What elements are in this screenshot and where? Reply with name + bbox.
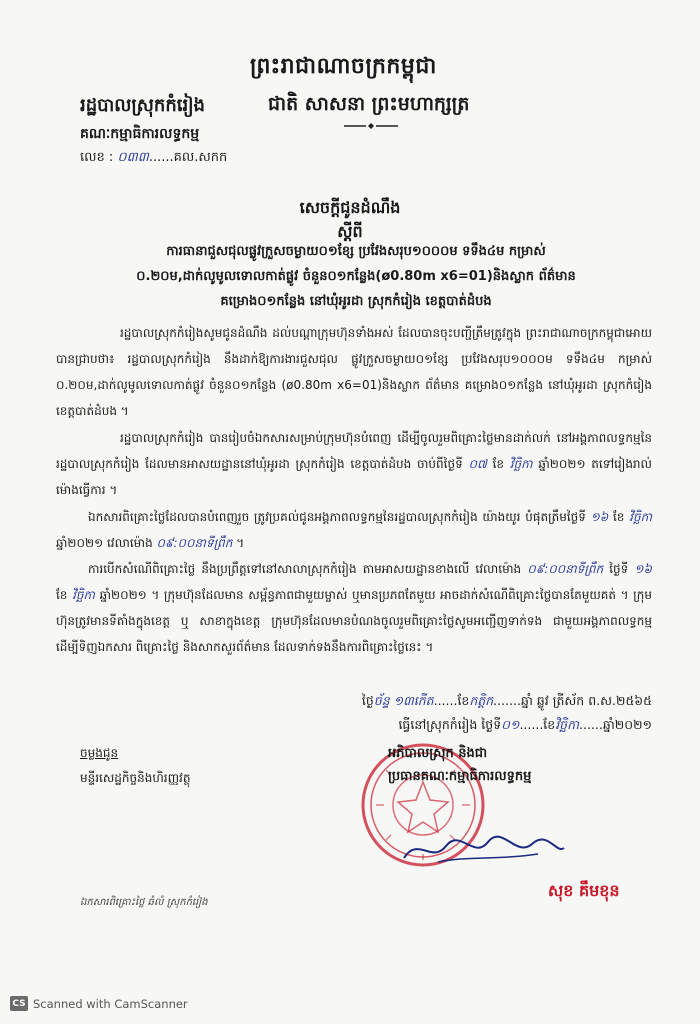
ornament-divider-icon [344,122,398,130]
para2-month: វិច្ឆិកា [509,457,533,471]
lunar-date [362,693,652,712]
paragraph-deadline [56,504,652,556]
para3-day: ១៦ [590,510,609,524]
lunar-text-a: ថ្ងៃ [361,693,374,708]
reference-number [80,149,227,168]
camscanner-logo-icon: CS [10,996,28,1011]
signatory-title-2: ប្រធានគណៈកម្មាធិការលទ្ធកម្ម [388,769,532,784]
ref-number: ០៣៣ [117,150,149,165]
paragraph-documents [56,425,652,503]
subject-line-1: ការធានាជួសជុលផ្លូវក្រួសចម្ងាយ០១ខ្សែ ប្រវែងសរុប១០០០ម ទទឹង៤ម កម្រាស់ [166,244,546,259]
solar-text-a: ធ្វើនៅស្រុកកំរៀង ថ្ងៃទី [398,717,502,732]
para2-text-a: រដ្ឋបាលស្រុកកំរៀង បានរៀបចំឯកសារសម្រាប់ក្រុមហ៊ុនបំពេញ ដើម្បីចូលរួមពិគ្រោះថ្លៃមានដាក់លក់ នៅអង្គភាពលទ្ធកម្មនៃរដ្ឋបាលស្រុកកំរៀង ដែលមានអាសយដ្ឋាននៅឃុំអូរដា ស្រុកកំរៀង ខេត្តបាត់ដំបង ចាប់ពីថ្ងៃទី [56,431,652,471]
para4-time: ០៩:០០នាទីព្រឹក [527,562,604,576]
para4-text-c: ខែ [56,588,68,602]
para3-text-b: ខែ [612,510,625,524]
para4-text-d: ឆ្នាំ២០២១ ។ ក្រុមហ៊ុនដែលមាន សម្ព័ន្ធភាពជាមួយម្ចាស់ ឬមានប្រភពតែមួយ អាចដាក់សំណើពិគ្រោះថ្លៃបានតែមួយគត់ ។ ក្រុមហ៊ុនត្រូវមានទីតាំងក្នុងខេត្ត ឬ សាខាក្នុងខេត្ត ក្រុមហ៊ុនដែលមានបំណងចូលរួមពិគ្រោះថ្លៃសូមអញ្ជើញទាក់ទង ជាមួយអង្គភាពលទ្ធកម្ម ដើម្បីទិញឯកសារ ពិគ្រោះថ្លៃ និងសាកសួរព័ត៌មាន ដែលទាក់ទងនឹងការពិគ្រោះថ្លៃនេះ ។ [56,588,652,654]
solar-date [398,717,652,736]
para4-text-a: ការបើកសំណើពិគ្រោះថ្លៃ នឹងប្រព្រឹត្តទៅនៅសាលាស្រុកកំរៀង តាមអាសយដ្ឋានខាងលើ វេលាម៉ោង [88,562,522,576]
ref-prefix: លេខ : [80,150,114,165]
scanner-text: Scanned with CamScanner [33,996,188,1011]
lunar-day: ច័ន្ទ ១៣កើត [373,693,434,708]
para3-month: វិច្ឆិកា [629,510,652,524]
para2-text-b: ខែ [492,457,504,471]
copy-to-item: មន្ទីរសេដ្ឋកិច្ចនិងហិរញ្ញវត្ថុ [80,771,191,785]
para4-month: វិច្ឆិកា [72,588,95,602]
para4-text-b: ថ្ងៃទី [609,562,629,576]
document-title: សេចក្តីជូនដំណឹង [299,198,401,217]
para4-day: ១៦ [634,562,652,576]
paragraph-announcement: រដ្ឋបាលស្រុកកំរៀងសូមជូនដំណឹង ដល់បណ្តាក្រុមហ៊ុនទាំងអស់ ដែលបានចុះបញ្ជីត្រឹមត្រូវក្នុង ព្រះរាជាណាចក្រកម្ពុជាអោយបានជ្រាបថា៖ រដ្ឋបាលស្រុកកំរៀង នឹងដាក់ឱ្យការងារជួសជុល ផ្លូវក្រួសចម្ងាយ០១ខ្សែ ប្រវែងសរុប១០០០ម ទទឹង៤ម កម្រាស់ ០.២០ម,ដាក់លូមូលទោលកាត់ផ្លូវ ចំនួន០១កន្លែង (ø0.80m x6=01)និងស្លាក ព័ត៌មាន គម្រោង០១កន្លែង នៅឃុំអូរដា ស្រុកកំរៀង ខេត្តបាត់ដំបង ។ [56,326,652,418]
issuing-authority: រដ្ឋបាលស្រុកកំរៀង [80,95,205,116]
handwritten-signature-icon [398,830,568,870]
para2-text-c: ឆ្នាំ២០២១ តទៅរៀងរាល់ម៉ោងធ្វើការ ។ [56,457,652,497]
subject-line-3: គម្រោង០១កន្លែង នៅឃុំអូរដា ស្រុកកំរៀង ខេត្តបាត់ដំបង [220,294,492,309]
paragraph-opening [56,556,652,660]
ref-suffix: ......គល.សកក [148,150,228,165]
para3-text-c: ឆ្នាំ២០២១ វេលាម៉ោង [56,536,153,550]
para2-day: ០៧ [468,457,487,471]
signatory-name: សុខ គឹមខុន [548,881,620,900]
para3-time: ០៩:០០នាទីព្រឹក [156,536,233,550]
committee-name: គណៈកម្មាធិការលទ្ធកម្ម [80,126,200,142]
footer-note: ឯកសារពិគ្រោះថ្លៃ ឆំលំ ស្រុកកំរៀង [80,897,208,908]
document-subtitle: ស្តីពី [337,222,363,241]
lunar-month: កត្តិក [469,693,494,708]
national-motto: ជាតិ សាសនា ព្រះមហាក្សត្រ [268,93,470,115]
para3-text-d: ។ [236,536,245,550]
para3-text-a: ឯកសារពិគ្រោះថ្លៃដែលបានបំពេញរួច ត្រូវប្រគល់ជូនអង្គភាពលទ្ធកម្មនៃរដ្ឋបាលស្រុកកំរៀង យ៉ាងយូរ បំផុតត្រឹមថ្ងៃទី [88,510,586,524]
copy-to-heading: ចម្លងជូន [80,746,119,760]
lunar-text-c: .......ឆ្នាំ ឆ្លូវ ត្រីស័ក ព.ស.២៥៦៥ [493,693,652,708]
subject-line-2: ០.២០ម,ដាក់លូមូលទោលកាត់ផ្លូវ ចំនួន០១កន្លែង(ø0.80m x6=01)និងស្លាក ព័ត៌មាន [136,269,576,284]
solar-day: ០១ [501,717,520,732]
solar-text-b: ......ខែ [519,717,556,732]
lunar-text-b: ......ខែ [433,693,470,708]
kingdom-heading: ព្រះរាជាណាចក្រកម្ពុជា [250,54,437,79]
solar-text-c: ......ឆ្នាំ២០២១ [579,717,652,732]
scanner-watermark [10,996,188,1011]
solar-month: វិច្ឆិកា [555,717,580,732]
signatory-title-1: អភិបាលស្រុក និងជា [388,746,488,761]
